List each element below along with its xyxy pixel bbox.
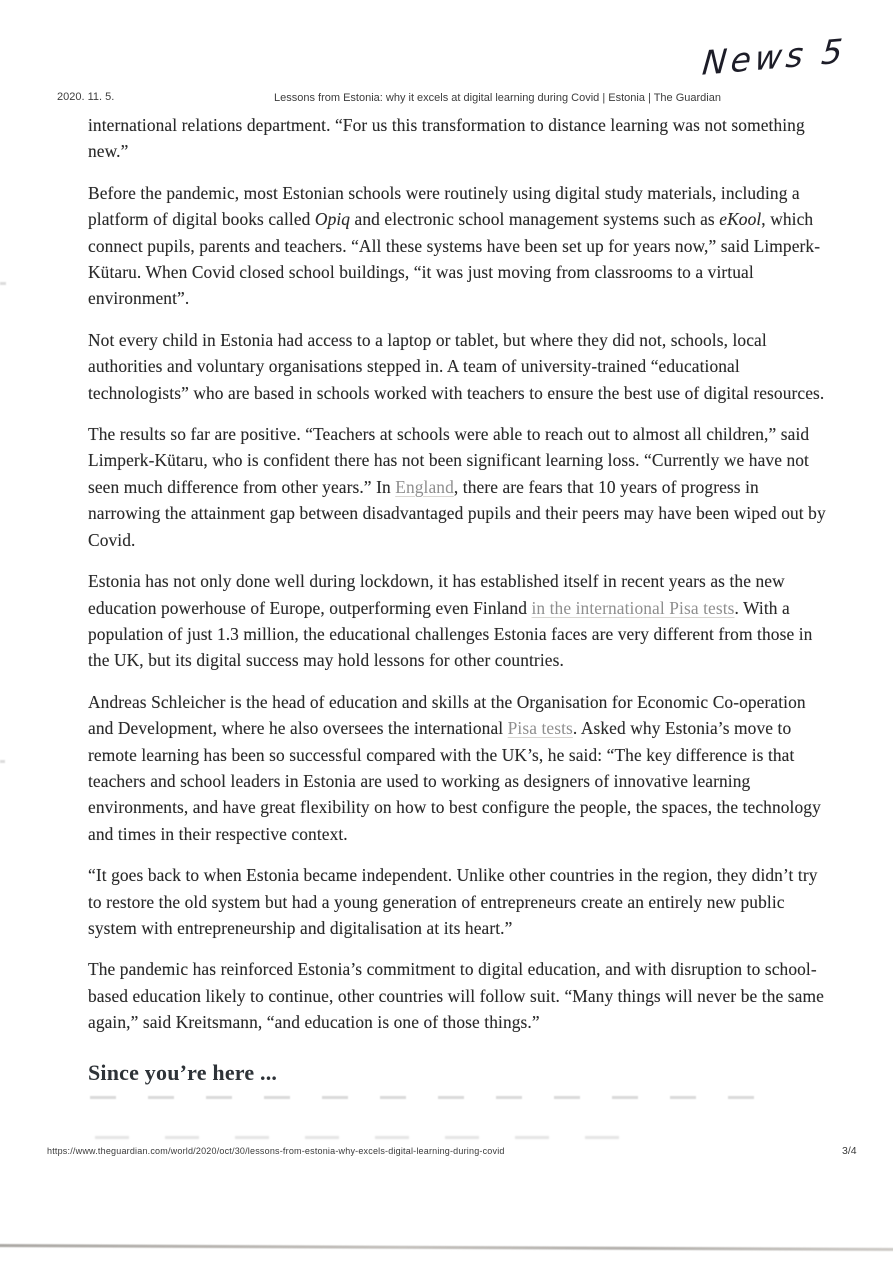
text-segment: and electronic school management systems such as xyxy=(350,209,720,230)
text-segment: eKool xyxy=(719,209,762,230)
article-body xyxy=(88,112,827,1086)
handwritten-note: News 5 xyxy=(700,30,849,83)
print-header-title: Lessons from Estonia: why it excels at digital learning during Covid | Estonia | The Guardian xyxy=(274,92,721,104)
article-paragraph xyxy=(88,862,827,941)
text-segment: , which connect pupils, parents and teachers. “All these systems have been set up for years now,” said Limperk-Kütaru. When Covid closed school buildings, “it was just moving from classrooms to a virtual environment”. xyxy=(88,209,821,309)
text-segment: international relations department. “For us this transformation to distance learning was not something new.” xyxy=(88,115,805,162)
text-segment: Andreas Schleicher is the head of education and skills at the Organisation for Economic Co-operation and Development, where he also oversees the international xyxy=(88,691,806,739)
text-segment: The pandemic has reinforced Estonia’s commitment to digital education, and with disruption to school-based education likely to continue, other countries will follow suit. “Many things will never be the same again,” said Kreitsmann, “and education is one of those things.” xyxy=(88,959,824,1033)
article-paragraph xyxy=(88,180,827,312)
article-paragraph xyxy=(88,327,827,406)
section-heading: Since you’re here ... xyxy=(88,1059,278,1085)
article-paragraph xyxy=(88,112,827,165)
print-header-date: 2020. 11. 5. xyxy=(57,91,115,103)
article-paragraph xyxy=(88,956,827,1035)
scan-smudge-artifact xyxy=(95,1136,655,1139)
print-footer-page-indicator: 3/4 xyxy=(842,1145,857,1157)
article-paragraph xyxy=(88,568,827,674)
scan-edge-artifact xyxy=(0,282,6,285)
text-segment: , there are fears that 10 years of progress in narrowing the attainment gap between disadvantaged pupils and their peers may have been wiped out by Covid. xyxy=(88,476,826,550)
article-paragraph xyxy=(88,689,827,847)
paper-edge-scan-line xyxy=(0,1244,893,1250)
printed-hyperlink-text: Pisa tests xyxy=(507,718,573,739)
article-paragraph xyxy=(88,421,827,553)
text-segment: Not every child in Estonia had access to a laptop or tablet, but where they did not, schools, local authorities and voluntary organisations stepped in. A team of university-trained “educational technologists” who are based in schools worked with teachers to ensure the best use of digital resources. xyxy=(88,329,825,403)
scan-smudge-artifact xyxy=(90,1096,780,1099)
text-segment: Estonia has not only done well during lockdown, it has established itself in recent years as the new education powerhouse of Europe, outperforming even Finland xyxy=(88,571,785,618)
printed-hyperlink-text: England xyxy=(395,476,454,497)
text-segment: “It goes back to when Estonia became independent. Unlike other countries in the region, they didn’t try to restore the old system but had a young generation of entrepreneurs create an entirely new public system with entrepreneurship and digitalisation at its heart.” xyxy=(88,865,818,938)
text-segment: . With a population of just 1.3 million, the educational challenges Estonia faces are very different from those in the UK, but its digital success may hold lessons for other countries. xyxy=(88,597,813,671)
printed-hyperlink-text: in the international Pisa tests xyxy=(531,597,735,618)
text-segment: . Asked why Estonia’s move to remote learning has been so successful compared with the UK’s, he said: “The key difference is that teachers and school leaders in Estonia are used to working as designers of innovative learning environments, and have great flexibility on how to best configure the people, the spaces, the technology and times in their respective context. xyxy=(88,718,821,844)
scan-edge-artifact xyxy=(0,760,5,763)
print-footer-url: https://www.theguardian.com/world/2020/oct/30/lessons-from-estonia-why-excels-digital-learning-during-covid xyxy=(47,1146,505,1156)
text-segment: Opiq xyxy=(314,209,351,230)
text-segment: Before the pandemic, most Estonian schools were routinely using digital study materials, including a platform of digital books called xyxy=(88,182,800,230)
text-segment: The results so far are positive. “Teachers at schools were able to reach out to almost all children,” said Limperk-Kütaru, who is confident there has not been significant learning loss. “Currently we have not seen much difference from other years.” In xyxy=(88,424,810,497)
